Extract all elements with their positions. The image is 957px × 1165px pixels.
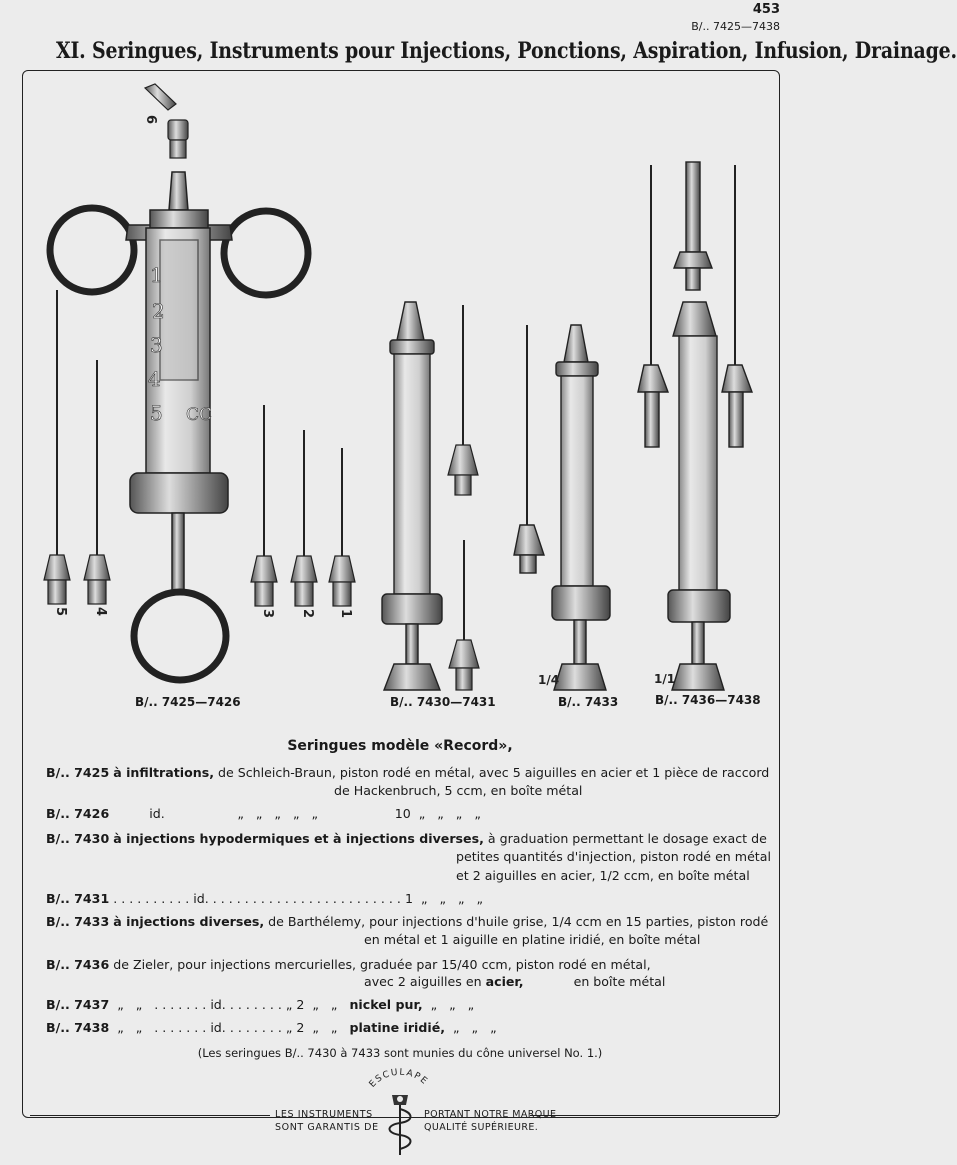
needle-number-4: 4 <box>93 607 108 617</box>
fraction-label-quarter: 1/4 <box>538 673 560 687</box>
footer-text-right: PORTANT NOTRE MARQUE QUALITÉ SUPÉRIEURE. <box>424 1109 557 1133</box>
grad-1: 1 <box>150 263 163 287</box>
fraction-labels <box>538 672 675 687</box>
svg-text:ESCULAPE: ESCULAPE <box>367 1067 430 1090</box>
syringe-7430 <box>382 302 442 690</box>
entry-7430-cont: petites quantités d'injection, piston rodé en métal <box>456 849 771 864</box>
caption-7433: B/.. 7433 <box>558 695 619 709</box>
entry-7436-cont: avec 2 aiguilles en acier, en boîte métal <box>364 974 666 989</box>
grad-5: 5 <box>150 401 163 425</box>
fraction-label-one: 1/1 <box>654 672 676 686</box>
entry-7430: B/.. 7430 à injections hypodermiques et à injections diverses, à graduation permettant le dosage exact de <box>46 831 767 846</box>
page-reference: B/.. 7425—7438 <box>691 20 780 33</box>
needles-middle <box>251 405 355 606</box>
footer-rule-right <box>530 1115 778 1116</box>
section-title: Seringues modèle «Record», <box>287 738 513 754</box>
footer-text-left: LES INSTRUMENTS SONT GARANTIS DE <box>275 1109 379 1133</box>
grad-4: 4 <box>148 367 161 391</box>
needle-number-5: 5 <box>53 607 68 617</box>
entry-7438: B/.. 7438 „ „ . . . . . . . id. . . . . . . . „ 2 „ „ platine iridié, „ „ „ <box>46 1020 501 1035</box>
needle-number-1: 1 <box>338 609 353 619</box>
entry-7436: B/.. 7436 de Zieler, pour injections mercurielles, graduée par 15/40 ccm, piston rodé en métal, <box>46 957 651 972</box>
needle-number-3: 3 <box>260 609 275 619</box>
needle-number-6: 6 <box>143 115 158 125</box>
grad-cc: CC <box>186 405 213 425</box>
entry-7425-cont: de Hackenbruch, 5 ccm, en boîte métal <box>334 783 583 798</box>
entry-7437: B/.. 7437 „ „ . . . . . . . id. . . . . . . . „ 2 „ „ nickel pur, „ „ „ <box>46 997 479 1012</box>
caption-7425: B/.. 7425—7426 <box>135 695 241 709</box>
entry-7433-cont: en métal et 1 aiguille en platine iridié, en boîte métal <box>364 932 701 947</box>
entry-7426: B/.. 7426 id. „ „ „ „ „ 10 „ „ „ „ <box>46 806 485 821</box>
needles-left <box>44 290 110 604</box>
entry-7431: B/.. 7431 . . . . . . . . . . id. . . . . . . . . . . . . . . . . . . . . . . . . 1 „ „ „ „ <box>46 891 488 906</box>
needle-number-2: 2 <box>300 609 315 619</box>
footnote: (Les seringues B/.. 7430 à 7433 sont munies du cône universel No. 1.) <box>197 1046 603 1060</box>
needles-7430 <box>448 305 479 690</box>
entry-7425: B/.. 7425 à infiltrations, de Schleich-Braun, piston rodé en métal, avec 5 aiguilles en acier et 1 pièce de raccord <box>46 765 770 780</box>
grad-3: 3 <box>150 333 163 357</box>
page-number: 453 <box>752 2 780 17</box>
syringe-7436 <box>638 162 752 690</box>
caption-7430: B/.. 7430—7431 <box>390 695 496 709</box>
caption-7436: B/.. 7436—7438 <box>655 693 761 707</box>
entry-7430-cont2: et 2 aiguilles en acier, 1/2 ccm, en boîte métal <box>456 868 750 883</box>
syringe-7433 <box>514 325 610 690</box>
footer-rule-left <box>30 1115 270 1116</box>
page-title: XI. Seringues, Instruments pour Injections, Ponctions, Aspiration, Infusion, Drainage. <box>56 38 957 64</box>
grad-2: 2 <box>152 299 165 323</box>
entry-7433: B/.. 7433 à injections diverses, de Barthélemy, pour injections d'huile grise, 1/4 ccm en 15 parties, piston rodé <box>46 914 769 929</box>
